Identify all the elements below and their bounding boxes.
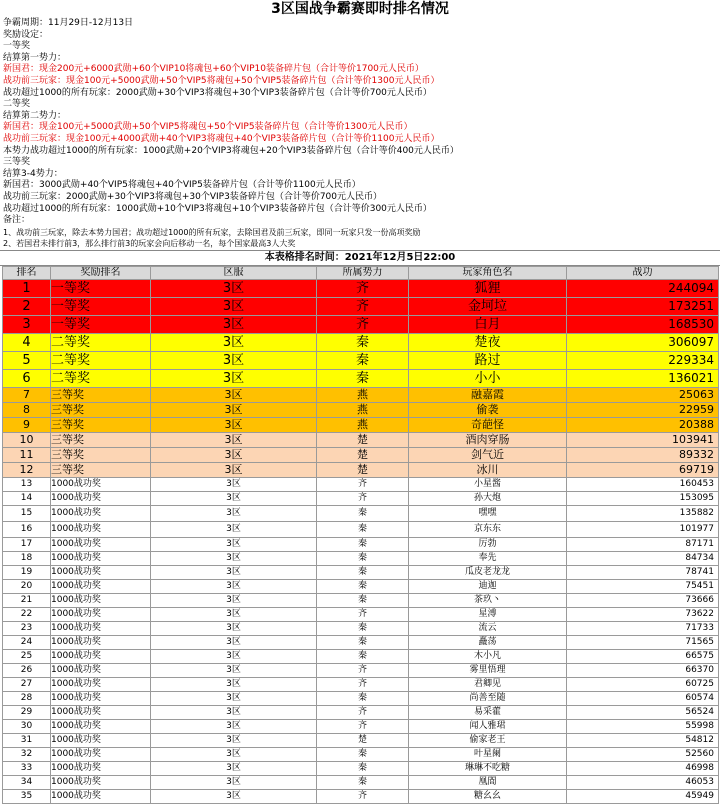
rank-cell: 30 [3,719,51,733]
faction-cell: 秦 [317,579,409,593]
table-row [3,521,719,537]
player-cell: 京东东 [409,521,567,537]
award-cell: 1000战功奖 [51,705,151,719]
faction-cell: 齐 [317,789,409,803]
faction-cell: 齐 [317,677,409,691]
rank-cell: 35 [3,789,51,803]
faction-cell: 秦 [317,537,409,551]
player-cell: 易采藿 [409,705,567,719]
table-row [3,551,719,565]
rank-cell: 4 [3,333,51,351]
server-cell: 3区 [151,733,317,747]
server-cell: 3区 [151,551,317,565]
player-cell: 糖幺幺 [409,789,567,803]
faction-cell: 齐 [317,705,409,719]
rank-cell: 32 [3,747,51,761]
merit-cell: 160453 [567,477,719,491]
server-cell: 3区 [151,333,317,351]
merit-cell: 173251 [567,297,719,315]
server-cell: 3区 [151,521,317,537]
merit-cell: 55998 [567,719,719,733]
faction-cell: 燕 [317,417,409,432]
server-cell: 3区 [151,593,317,607]
server-cell: 3区 [151,491,317,505]
table-row [3,607,719,621]
table-row [3,537,719,551]
faction-cell: 秦 [317,565,409,579]
merit-cell: 103941 [567,432,719,447]
award-cell: 1000战功奖 [51,579,151,593]
merit-cell: 54812 [567,733,719,747]
server-cell: 3区 [151,677,317,691]
player-cell: 冰川 [409,462,567,477]
rank-cell: 10 [3,432,51,447]
faction-cell: 秦 [317,593,409,607]
tier1-settle: 结算第一势力： [3,52,67,63]
server-cell: 3区 [151,432,317,447]
table-row [3,417,719,432]
table-row [3,775,719,789]
server-cell: 3区 [151,719,317,733]
server-cell: 3区 [151,315,317,333]
server-cell: 3区 [151,621,317,635]
award-cell: 1000战功奖 [51,521,151,537]
faction-cell: 楚 [317,432,409,447]
table-row [3,621,719,635]
faction-cell: 齐 [317,607,409,621]
award-cell: 1000战功奖 [51,491,151,505]
player-cell: 剑气近 [409,447,567,462]
rank-cell: 25 [3,649,51,663]
table-header [3,266,719,279]
notes-title: 备注： [3,215,31,226]
reward-info [0,18,720,250]
rank-cell: 8 [3,402,51,417]
award-cell: 1000战功奖 [51,477,151,491]
table-row [3,315,719,333]
table-row [3,333,719,351]
player-cell: 闻人雅珺 [409,719,567,733]
tier1-title: 一等奖 [3,41,31,52]
player-cell: 雾里悟理 [409,663,567,677]
player-cell: 楚夜 [409,333,567,351]
ranking-table [2,266,719,804]
award-cell: 二等奖 [51,369,151,387]
rank-cell: 19 [3,565,51,579]
server-cell: 3区 [151,761,317,775]
faction-cell: 秦 [317,521,409,537]
player-cell: 厉勃 [409,537,567,551]
faction-cell: 齐 [317,663,409,677]
table-row [3,369,719,387]
table-row [3,663,719,677]
faction-cell: 楚 [317,733,409,747]
tier1-line: 战功超过1000的所有玩家：2000武勋+30个VIP3将魂包+30个VIP3装备碎片包（合计等价700元人民币） [3,87,432,98]
faction-cell: 秦 [317,691,409,705]
award-cell: 一等奖 [51,297,151,315]
award-cell: 1000战功奖 [51,551,151,565]
header-server: 区服 [151,266,317,279]
merit-cell: 73666 [567,593,719,607]
tier3-line: 新国君：3000武勋+40个VIP5将魂包+40个VIP5装备碎片包（合计等价1100元人民币） [3,180,361,191]
rank-cell: 21 [3,593,51,607]
player-cell: 迪迦 [409,579,567,593]
rank-cell: 23 [3,621,51,635]
faction-cell: 秦 [317,369,409,387]
faction-cell: 齐 [317,719,409,733]
table-row [3,432,719,447]
player-cell: 金坷垃 [409,297,567,315]
table-row [3,761,719,775]
table-row [3,789,719,803]
player-cell: 君卿见 [409,677,567,691]
table-row [3,565,719,579]
player-cell: 孙大炮 [409,491,567,505]
rank-cell: 20 [3,579,51,593]
server-cell: 3区 [151,789,317,803]
award-cell: 三等奖 [51,417,151,432]
tier3-line: 战功前三玩家：2000武勋+30个VIP3将魂包+30个VIP3装备碎片包（合计等价700元人民币） [3,191,382,202]
award-cell: 三等奖 [51,402,151,417]
server-cell: 3区 [151,635,317,649]
faction-cell: 齐 [317,315,409,333]
server-cell: 3区 [151,279,317,297]
player-cell: 琳琳不吃糖 [409,761,567,775]
award-cell: 1000战功奖 [51,663,151,677]
server-cell: 3区 [151,417,317,432]
table-row [3,387,719,402]
table-row [3,351,719,369]
header-faction: 所属势力 [317,266,409,279]
table-row [3,579,719,593]
reward-title: 奖励设定： [3,29,49,40]
faction-cell: 秦 [317,621,409,635]
table-row [3,649,719,663]
player-cell: 奇葩怪 [409,417,567,432]
faction-cell: 秦 [317,505,409,521]
merit-cell: 69719 [567,462,719,477]
award-cell: 三等奖 [51,447,151,462]
player-cell: 融嘉霞 [409,387,567,402]
player-cell: 白月 [409,315,567,333]
table-row [3,635,719,649]
merit-cell: 46053 [567,775,719,789]
player-cell: 木小凡 [409,649,567,663]
table-row [3,705,719,719]
tier2-settle: 结算第二势力： [3,110,67,121]
server-cell: 3区 [151,565,317,579]
faction-cell: 秦 [317,775,409,789]
merit-cell: 52560 [567,747,719,761]
tier2-title: 二等奖 [3,99,31,110]
faction-cell: 齐 [317,477,409,491]
server-cell: 3区 [151,505,317,521]
player-cell: 嘿嘿 [409,505,567,521]
award-cell: 二等奖 [51,351,151,369]
award-cell: 1000战功奖 [51,505,151,521]
merit-cell: 71565 [567,635,719,649]
table-row [3,677,719,691]
rank-cell: 18 [3,551,51,565]
player-cell: 瓜皮老龙龙 [409,565,567,579]
table-row [3,462,719,477]
note: 1、战功前三玩家，除去本势力国君；战功超过1000的所有玩家，去除国君及前三玩家，即同一玩家只发一份高项奖励 [3,227,421,237]
rank-cell: 33 [3,761,51,775]
award-cell: 三等奖 [51,462,151,477]
rank-cell: 11 [3,447,51,462]
table-row [3,719,719,733]
player-cell: 矗荡 [409,635,567,649]
rank-cell: 12 [3,462,51,477]
award-cell: 1000战功奖 [51,635,151,649]
note: 2、若国君未排行前3，那么排行前3的玩家会向后移动一名，每个国家最高3人大奖 [3,239,296,249]
table-row [3,691,719,705]
merit-cell: 45949 [567,789,719,803]
server-cell: 3区 [151,402,317,417]
award-cell: 1000战功奖 [51,761,151,775]
server-cell: 3区 [151,297,317,315]
server-cell: 3区 [151,663,317,677]
award-cell: 1000战功奖 [51,775,151,789]
rank-cell: 29 [3,705,51,719]
faction-cell: 秦 [317,761,409,775]
rank-cell: 16 [3,521,51,537]
player-cell: 星溥 [409,607,567,621]
award-cell: 1000战功奖 [51,677,151,691]
faction-cell: 秦 [317,635,409,649]
faction-cell: 秦 [317,551,409,565]
rank-cell: 14 [3,491,51,505]
server-cell: 3区 [151,747,317,761]
table-row [3,279,719,297]
merit-cell: 73622 [567,607,719,621]
server-cell: 3区 [151,369,317,387]
rank-cell: 34 [3,775,51,789]
faction-cell: 齐 [317,279,409,297]
player-cell: 凰閭 [409,775,567,789]
merit-cell: 244094 [567,279,719,297]
rank-cell: 6 [3,369,51,387]
merit-cell: 153095 [567,491,719,505]
table-row [3,491,719,505]
server-cell: 3区 [151,607,317,621]
rank-cell: 22 [3,607,51,621]
faction-cell: 楚 [317,462,409,477]
faction-cell: 齐 [317,491,409,505]
award-cell: 一等奖 [51,279,151,297]
award-cell: 1000战功奖 [51,691,151,705]
merit-cell: 60725 [567,677,719,691]
player-cell: 奉先 [409,551,567,565]
player-cell: 路过 [409,351,567,369]
server-cell: 3区 [151,691,317,705]
server-cell: 3区 [151,351,317,369]
award-cell: 1000战功奖 [51,607,151,621]
merit-cell: 168530 [567,315,719,333]
player-cell: 偷袭 [409,402,567,417]
rank-cell: 26 [3,663,51,677]
tier2-line: 战功前三玩家：现金100元+4000武勋+40个VIP3将魂包+40个VIP3装备碎片包（合计等价1100元人民币） [3,133,440,144]
stats-time: 本表格排名时间：2021年12月5日22:00 [0,250,720,266]
faction-cell: 齐 [317,297,409,315]
merit-cell: 136021 [567,369,719,387]
merit-cell: 66370 [567,663,719,677]
player-cell: 小小 [409,369,567,387]
player-cell: 狐狸 [409,279,567,297]
tier3-title: 三等奖 [3,157,31,168]
table-row [3,505,719,521]
award-cell: 二等奖 [51,333,151,351]
rank-cell: 13 [3,477,51,491]
tier2-line: 本势力战功超过1000的所有玩家：1000武勋+20个VIP3将魂包+20个VIP3装备碎片包（合计等价400元人民币） [3,145,459,156]
merit-cell: 60574 [567,691,719,705]
server-cell: 3区 [151,649,317,663]
rank-cell: 24 [3,635,51,649]
merit-cell: 20388 [567,417,719,432]
tier2-line: 新国君：现金100元+5000武勋+50个VIP5将魂包+50个VIP5装备碎片包（合计等价1300元人民币） [3,122,413,133]
header-award: 奖励排名 [51,266,151,279]
merit-cell: 22959 [567,402,719,417]
faction-cell: 秦 [317,351,409,369]
table-row [3,747,719,761]
merit-cell: 306097 [567,333,719,351]
tier1-line: 战功前三玩家：现金100元+5000武勋+50个VIP5将魂包+50个VIP5装备碎片包（合计等价1300元人民币） [3,75,440,86]
merit-cell: 229334 [567,351,719,369]
rank-cell: 27 [3,677,51,691]
player-cell: 叶星阑 [409,747,567,761]
award-cell: 1000战功奖 [51,565,151,579]
award-cell: 1000战功奖 [51,747,151,761]
rank-cell: 28 [3,691,51,705]
player-cell: 尚善至随 [409,691,567,705]
table-row [3,447,719,462]
award-cell: 1000战功奖 [51,649,151,663]
rank-cell: 17 [3,537,51,551]
table-row [3,297,719,315]
award-cell: 1000战功奖 [51,733,151,747]
player-cell: 茶玖丶 [409,593,567,607]
header-rank: 排名 [3,266,51,279]
server-cell: 3区 [151,537,317,551]
faction-cell: 秦 [317,333,409,351]
tier3-line: 战功超过1000的所有玩家：1000武勋+10个VIP3将魂包+10个VIP3装备碎片包（合计等价300元人民币） [3,203,432,214]
server-cell: 3区 [151,775,317,789]
award-cell: 1000战功奖 [51,593,151,607]
player-cell: 流云 [409,621,567,635]
player-cell: 酒肉穿肠 [409,432,567,447]
merit-cell: 66575 [567,649,719,663]
award-cell: 1000战功奖 [51,621,151,635]
rank-cell: 31 [3,733,51,747]
rank-cell: 7 [3,387,51,402]
rank-cell: 9 [3,417,51,432]
player-cell: 偷家老王 [409,733,567,747]
faction-cell: 秦 [317,649,409,663]
server-cell: 3区 [151,705,317,719]
merit-cell: 89332 [567,447,719,462]
award-cell: 三等奖 [51,432,151,447]
rank-cell: 1 [3,279,51,297]
rank-cell: 5 [3,351,51,369]
award-cell: 1000战功奖 [51,719,151,733]
table-row [3,593,719,607]
award-cell: 1000战功奖 [51,537,151,551]
tier1-line: 新国君：现金200元+6000武勋+60个VIP10将魂包+60个VIP10装备碎片包（合计等价1700元人民币） [3,64,424,75]
merit-cell: 135882 [567,505,719,521]
table-body [3,279,719,803]
header-merit: 战功 [567,266,719,279]
merit-cell: 75451 [567,579,719,593]
server-cell: 3区 [151,447,317,462]
period: 争霸周期：11月29日-12月13日 [3,18,134,28]
faction-cell: 秦 [317,747,409,761]
rank-cell: 15 [3,505,51,521]
page-title: 3区国战争霸赛即时排名情况 [271,1,449,17]
merit-cell: 84734 [567,551,719,565]
merit-cell: 78741 [567,565,719,579]
award-cell: 1000战功奖 [51,789,151,803]
merit-cell: 25063 [567,387,719,402]
rank-cell: 2 [3,297,51,315]
merit-cell: 101977 [567,521,719,537]
merit-cell: 46998 [567,761,719,775]
server-cell: 3区 [151,579,317,593]
faction-cell: 楚 [317,447,409,462]
faction-cell: 燕 [317,387,409,402]
table-row [3,402,719,417]
table-row [3,733,719,747]
award-cell: 三等奖 [51,387,151,402]
rank-cell: 3 [3,315,51,333]
merit-cell: 71733 [567,621,719,635]
tier3-settle: 结算3-4势力： [3,168,63,179]
player-cell: 小星酱 [409,477,567,491]
server-cell: 3区 [151,477,317,491]
table-row [3,477,719,491]
merit-cell: 56524 [567,705,719,719]
award-cell: 一等奖 [51,315,151,333]
faction-cell: 燕 [317,402,409,417]
merit-cell: 87171 [567,537,719,551]
header-player: 玩家角色名 [409,266,567,279]
server-cell: 3区 [151,387,317,402]
server-cell: 3区 [151,462,317,477]
